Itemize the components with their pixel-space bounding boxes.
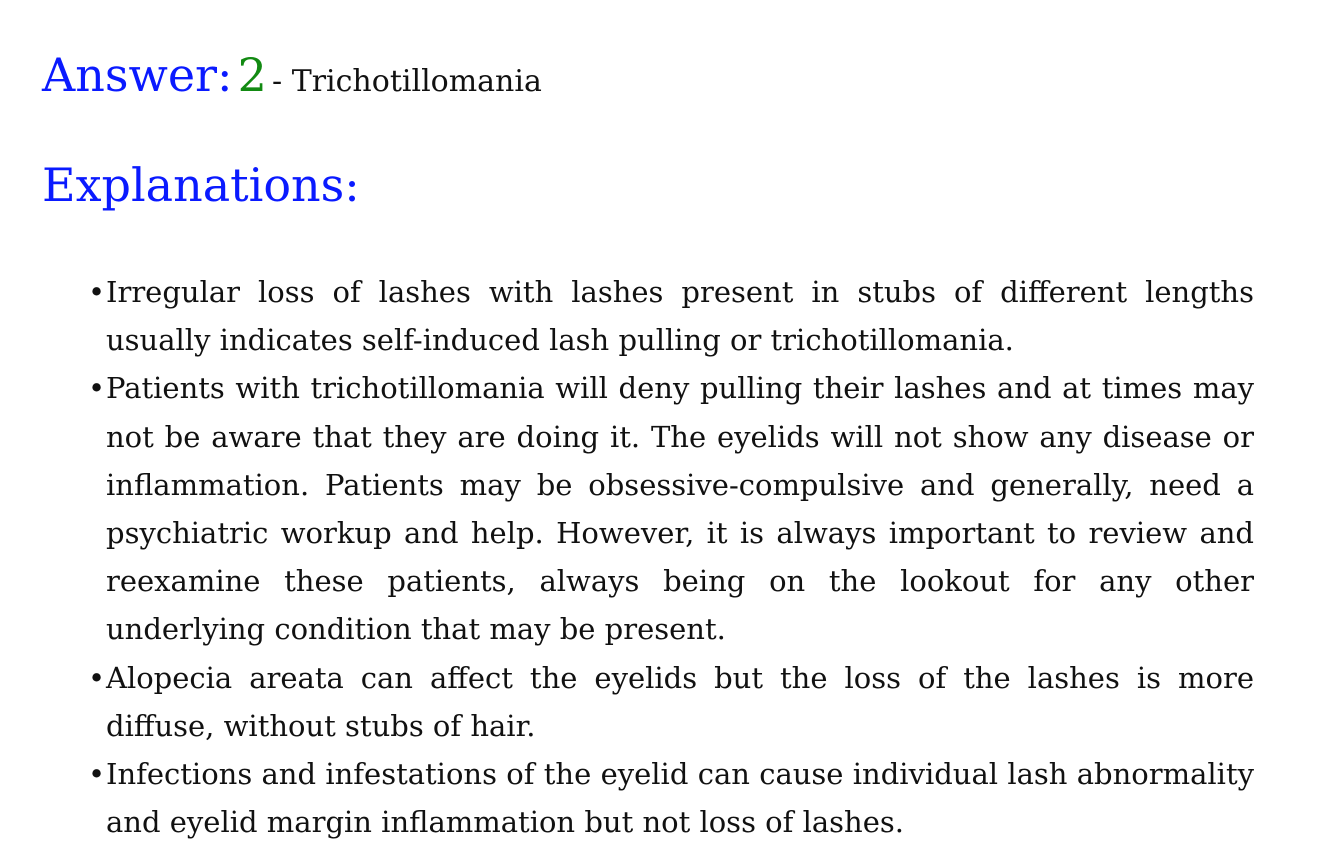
explanations-list	[0, 268, 1254, 846]
answer-text: - Trichotillomania	[272, 64, 542, 99]
answer-label: Answer:	[42, 48, 233, 102]
explanation-text-3: Alopecia areata can affect the eyelids but the loss of the lashes is more diffuse, without stubs of hair.	[106, 660, 1254, 743]
answer-line	[42, 48, 542, 102]
explanation-text-1: Irregular loss of lashes with lashes present in stubs of different lengths usually indicates self-induced lash pulling or trichotillomania.	[106, 275, 1254, 358]
explanations-title: Explanations:	[42, 158, 360, 212]
explanation-item-2	[0, 364, 1254, 653]
explanation-text-2: Patients with trichotillomania will deny pulling their lashes and at times may not be aware that they are doing it. The eyelids will not show any disease or inflammation. Patients may be obsessive-compulsive and generally, need a psychiatric workup and help. However, it is always important to review and reexamine these patients, always being on the lookout for any other underlying condition that may be present.	[106, 371, 1254, 647]
bullet-icon: •	[88, 757, 106, 792]
bullet-icon: •	[88, 660, 106, 695]
explanation-item-1	[0, 268, 1254, 364]
bullet-icon: •	[88, 275, 106, 309]
bullet-icon: •	[88, 371, 106, 406]
explanation-item-3	[0, 654, 1254, 750]
explanation-text-4: Infections and infestations of the eyelid can cause individual lash abnormality and eyelid margin inflammation but not loss of lashes.	[106, 757, 1254, 840]
explanation-item-4	[0, 750, 1254, 846]
answer-number: 2	[237, 48, 267, 102]
